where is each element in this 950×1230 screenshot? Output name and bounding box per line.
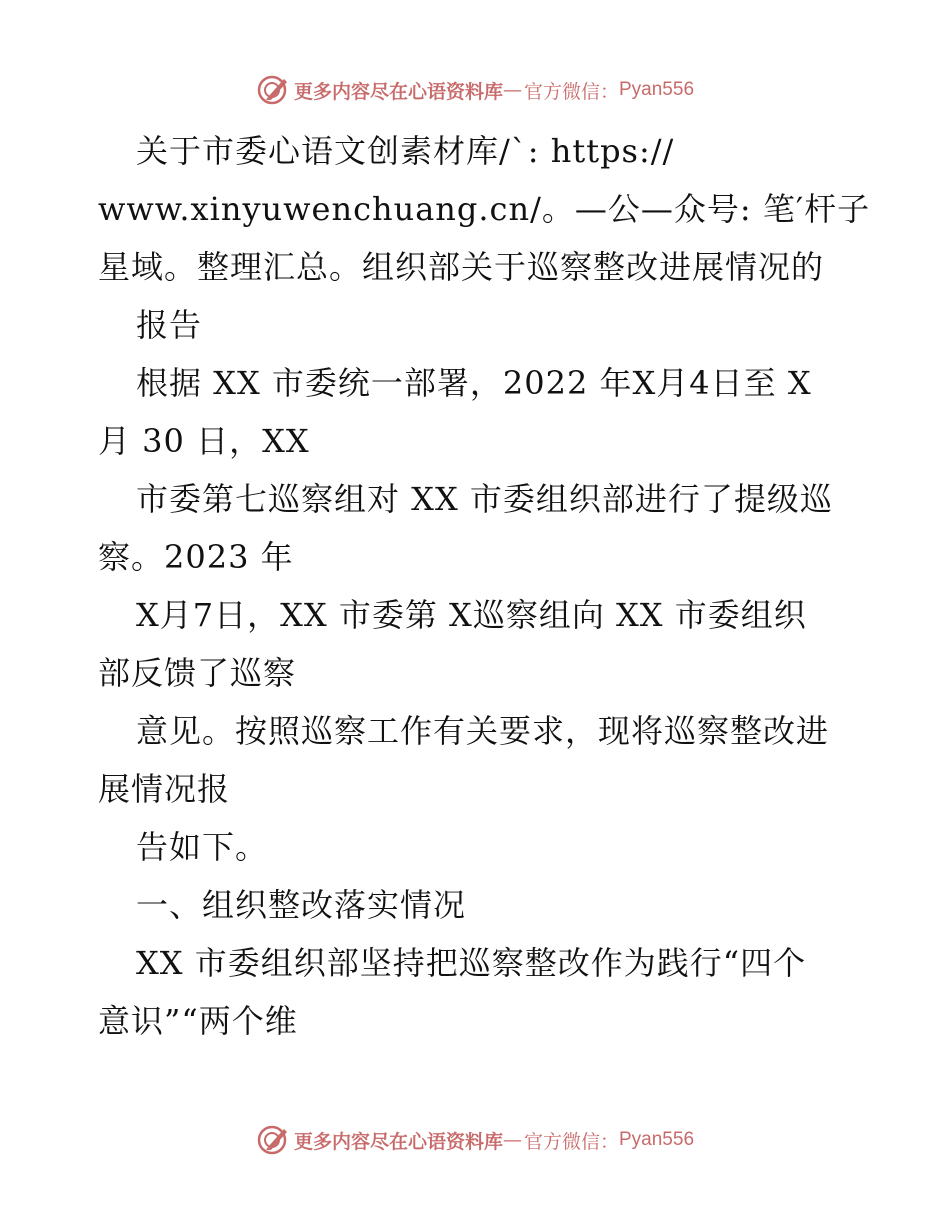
footer-banner bbox=[0, 1120, 950, 1160]
text-line: 报告 bbox=[136, 306, 203, 344]
text-line: XX 市委组织部坚持把巡察整改作为践行“四个 bbox=[136, 944, 807, 982]
section-heading: 一、组织整改落实情况 bbox=[136, 886, 467, 924]
document-body bbox=[98, 122, 871, 1050]
pen-logo-icon bbox=[256, 73, 290, 107]
text-line: www.xinyuwenchuang.cn/。—公—众号: 笔′杆子 bbox=[98, 190, 871, 228]
text-line: X月7日，XX 市委第 X巡察组向 XX 市委组织 bbox=[136, 596, 807, 634]
text-line: 部反馈了巡察 bbox=[98, 654, 297, 692]
header-banner bbox=[0, 70, 950, 110]
text-line: 市委第七巡察组对 XX 市委组织部进行了提级巡 bbox=[136, 480, 833, 518]
text-line: 根据 XX 市委统一部署，2022 年X月4日至 X bbox=[136, 364, 812, 402]
banner-text: 更多内容尽在心语资料库 bbox=[293, 80, 503, 103]
banner-text: 更多内容尽在心语资料库 bbox=[293, 1130, 503, 1153]
banner-separator: — bbox=[502, 1129, 522, 1151]
banner-wechat-id: Pyan556 bbox=[619, 79, 695, 100]
pen-logo-icon bbox=[256, 1123, 290, 1157]
text-line: 察。2023 年 bbox=[98, 538, 294, 576]
banner-wechat-id: Pyan556 bbox=[619, 1129, 695, 1150]
text-line: 星域。整理汇总。组织部关于巡察整改进展情况的 bbox=[98, 248, 825, 286]
text-line: 告如下。 bbox=[136, 828, 269, 866]
text-line: 意见。按照巡察工作有关要求，现将巡察整改进 bbox=[136, 712, 830, 750]
banner-wechat-label: 官方微信： bbox=[523, 80, 619, 103]
banner-separator: — bbox=[502, 79, 522, 101]
text-line: 展情况报 bbox=[98, 770, 231, 808]
banner-wechat-label: 官方微信： bbox=[523, 1130, 619, 1153]
text-line: 意识”“两个维 bbox=[98, 1002, 298, 1040]
text-line: 关于市委心语文创素材库/`: https:// bbox=[136, 132, 675, 170]
text-line: 月 30 日，XX bbox=[98, 422, 310, 460]
